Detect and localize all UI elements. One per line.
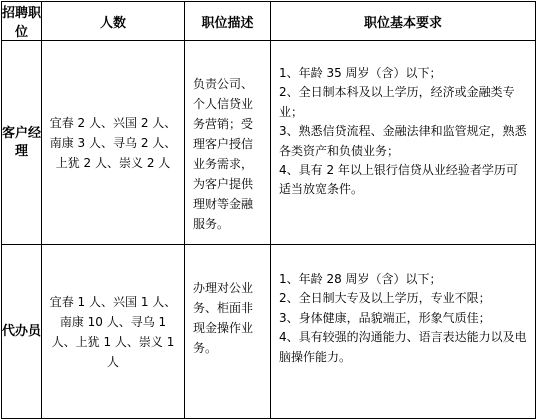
requirements-cell [271, 245, 536, 419]
header-requirements: 职位基本要求 [271, 2, 536, 41]
requirement-item: 3、熟悉信贷流程、金融法律和监管规定，熟悉各类资产和负债业务； [279, 124, 527, 158]
requirement-item: 4、具有较强的沟通能力、语言表达能力以及电脑操作能力。 [279, 330, 527, 364]
recruitment-table [1, 1, 536, 419]
description-cell: 负责公司、个人信贷业务营销；受理客户授信业务需求，为客户提供理财等金融服务。 [185, 41, 271, 245]
requirement-item: 1、年龄 28 周岁（含）以下； [279, 272, 442, 286]
requirements-cell [271, 41, 536, 245]
header-position: 招聘职位 [2, 2, 42, 41]
table-row [2, 41, 536, 245]
count-cell: 宜春 2 人、兴国 2 人、南康 3 人、寻乌 2 人、上犹 2 人、崇义 2 人 [42, 41, 185, 245]
requirement-item: 4、具有 2 年以上银行信贷从业经验者学历可适当放宽条件。 [279, 163, 518, 197]
description-cell: 办理对公业务、柜面非现金操作业务。 [185, 245, 271, 419]
requirement-item: 2、全日制本科及以上学历，经济或金融类专业； [279, 85, 515, 119]
table-row [2, 245, 536, 419]
count-cell: 宜春 1 人、兴国 1 人、南康 10 人、寻乌 1 人、上犹 1 人、崇义 1 人 [42, 245, 185, 419]
header-row [2, 2, 536, 41]
header-description: 职位描述 [185, 2, 271, 41]
requirement-item: 1、年龄 35 周岁（含）以下； [279, 66, 442, 80]
position-cell: 客户经理 [2, 41, 42, 245]
header-count: 人数 [42, 2, 185, 41]
requirement-item: 2、全日制大专及以上学历，专业不限； [279, 291, 491, 306]
requirement-item: 3、身体健康，品貌端正，形象气质佳； [279, 310, 491, 325]
position-cell: 代办员 [2, 245, 42, 419]
